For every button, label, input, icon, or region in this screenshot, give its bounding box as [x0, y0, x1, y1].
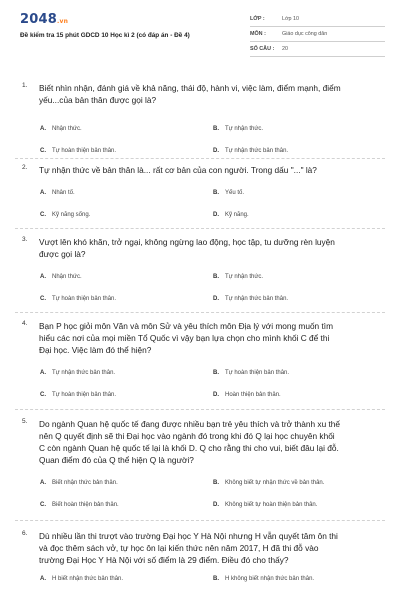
exam-meta [250, 12, 385, 57]
question-line: Đại học. Việc làm đó thể hiện? [39, 345, 152, 355]
option-c[interactable]: C. Tự hoàn thiện bản thân. [40, 148, 117, 154]
option-b[interactable]: B. Yếu tố. [213, 190, 245, 196]
meta-key: MÔN : [250, 31, 266, 37]
question-text [39, 236, 384, 260]
option-d[interactable]: D. Tự nhận thức bản thân. [213, 296, 289, 302]
question-divider [15, 158, 385, 159]
question-number: 5. [22, 418, 28, 425]
exam-title: Đề kiểm tra 15 phút GDCD 10 Học kì 2 (có đáp án - Đề 4) [20, 32, 190, 39]
option-a[interactable]: A. Nhận thức. [40, 274, 82, 280]
meta-key: LỚP : [250, 16, 265, 22]
logo-main: 2048 [20, 12, 57, 27]
option-a[interactable]: A. Biết nhận thức bản thân. [40, 480, 118, 486]
question-text [39, 320, 384, 356]
option-d[interactable]: D. Hoàn thiện bản thân. [213, 392, 281, 398]
option-a[interactable]: A. Nhân tố. [40, 190, 75, 196]
meta-row-count [250, 42, 385, 57]
question-text [39, 82, 384, 106]
question-divider [15, 312, 385, 313]
question-text [39, 418, 384, 466]
question-text [39, 530, 384, 566]
question-line: được gọi là? [39, 249, 86, 259]
meta-row-subject [250, 27, 385, 42]
option-c[interactable]: C. Tự hoàn thiện bản thân. [40, 392, 117, 398]
question-line: Quan điểm đó của Q thể hiện Q là người? [39, 455, 194, 465]
meta-value: Lớp 10 [282, 16, 300, 22]
question-number: 4. [22, 320, 28, 327]
question-number: 6. [22, 530, 28, 537]
question-number: 1. [22, 82, 28, 89]
logo-suffix: .vn [56, 18, 69, 25]
question-divider [15, 520, 385, 521]
question-line: Dù nhiều lần thi trượt vào trường Đại học Y Hà Nội nhưng H vẫn quyết tâm ôn thi [39, 531, 338, 541]
site-logo[interactable] [20, 12, 68, 27]
option-b[interactable]: B. H không biết nhận thức bản thân. [213, 576, 315, 582]
option-a[interactable]: A. H biết nhận thức bản thân. [40, 576, 124, 582]
option-b[interactable]: B. Tự hoàn thiện bản thân. [213, 370, 290, 376]
option-a[interactable]: A. Nhận thức. [40, 126, 82, 132]
meta-row-class [250, 12, 385, 27]
meta-value: 20 [282, 46, 288, 52]
question-line: Tự nhận thức về bản thân là... rất cơ bản của con người. Trong dấu "..." là? [39, 165, 317, 175]
option-b[interactable]: B. Tự nhận thức. [213, 126, 264, 132]
option-c[interactable]: C. Biết hoàn thiện bản thân. [40, 502, 119, 508]
question-number: 2. [22, 164, 28, 171]
question-line: trường Đại Học Y Hà Nội với số điểm là 29 điểm. Điều đó cho thấy? [39, 555, 289, 565]
question-divider [15, 228, 385, 229]
meta-key: SỐ CÂU : [250, 46, 275, 52]
option-c[interactable]: C. Kỹ năng sống. [40, 212, 91, 218]
question-line: và đọc thêm sách vở, tự học ôn lại kiến thức nên năm 2017, H đã thi đỗ vào [39, 543, 319, 553]
question-line: Do ngành Quan hệ quốc tế đang được nhiều bạn trẻ yêu thích và trở thành xu thế [39, 419, 341, 429]
question-line: C còn ngành Quan hệ quốc tế lại là khối D. Q cho rằng thi cho vui, biết đâu lại đỗ. [39, 443, 339, 453]
question-line: hiểu các nơi của mọi miền Tổ Quốc vì vậy bạn lựa chọn cho mình khối C để thi [39, 333, 330, 343]
question-line: nên Q quyết định sẽ thi Đại học vào ngành đó trong khi đó Q lại học chuyên khối [39, 431, 335, 441]
option-b[interactable]: B. Tự nhận thức. [213, 274, 264, 280]
option-a[interactable]: A. Tự nhận thức bản thân. [40, 370, 116, 376]
question-line: yếu...của bản thân được gọi là? [39, 95, 157, 105]
option-b[interactable]: B. Không biết tự nhận thức về bản thân. [213, 480, 325, 486]
meta-value: Giáo dục công dân [282, 31, 328, 37]
page-header [0, 0, 400, 62]
question-divider [15, 409, 385, 410]
option-d[interactable]: D. Kỹ năng. [213, 212, 249, 218]
question-text [39, 164, 384, 176]
option-d[interactable]: D. Tự nhận thức bản thân. [213, 148, 289, 154]
question-number: 3. [22, 236, 28, 243]
question-line: Bạn P học giỏi môn Văn và môn Sử và yêu thích môn Địa lý với mong muốn tìm [39, 321, 333, 331]
option-c[interactable]: C. Tự hoàn thiện bản thân. [40, 296, 117, 302]
question-line: Biết nhìn nhận, đánh giá về khả năng, thái độ, hành vi, việc làm, điểm mạnh, điểm [39, 83, 341, 93]
question-line: Vượt lên khó khăn, trở ngại, không ngừng lao động, học tập, tu dưỡng rèn luyện [39, 237, 335, 247]
option-d[interactable]: D. Không biết tự hoàn thiện bản thân. [213, 502, 318, 508]
